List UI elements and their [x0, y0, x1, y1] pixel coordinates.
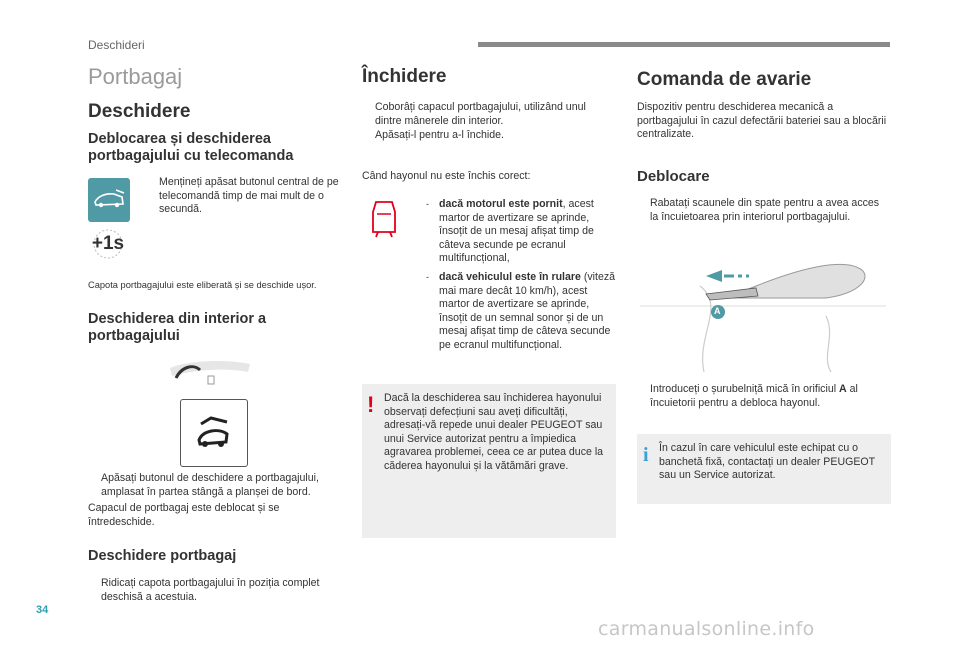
heading-inchidere: Închidere	[362, 66, 447, 87]
page-number: 34	[36, 604, 49, 616]
heading-remote-unlock: Deblocarea și deschiderea portbagajului cu telecomanda	[88, 131, 294, 164]
car-trunk-icon	[88, 178, 130, 222]
interior-instruction: Apăsați butonul de deschidere a portbagajului, amplasat în partea stângă a planșei de bord.	[88, 472, 343, 499]
heading-interior-open: Deschiderea din interior a portbagajului	[88, 311, 267, 344]
callout-a: A	[714, 306, 721, 316]
remote-note: Capota portbagajului este eliberată și se deschide ușor.	[88, 280, 317, 290]
bullet-icon	[88, 472, 101, 499]
info-box	[637, 434, 891, 504]
warning-condition-2: - dacă vehiculul este în rulare (viteză mai mare decât 10 km/h), acest martor de avertizare se aprinde, însoțit de un semnal sonor și de un mesaj afișat timp de câteva secunde pe ecranul multifuncțional.	[426, 271, 616, 351]
heading-emergency-control: Comanda de avarie	[637, 69, 812, 90]
heading-deschidere: Deschidere	[88, 101, 191, 122]
bullet-icon	[362, 129, 375, 143]
trunk-instruction: Ridicați capota portbagajului în poziția complet deschisă a acestuia.	[88, 577, 343, 604]
interior-note: Capacul de portbagaj este deblocat și se întredeschide.	[88, 502, 280, 528]
screwdriver-instruction: Introduceți o șurubelniță mică în orificiul A al încuietorii pentru a debloca hayonul.	[637, 383, 887, 410]
trunk-open-icon	[181, 400, 247, 466]
section-header: Deschideri	[88, 38, 145, 52]
bullet-icon	[362, 101, 375, 128]
heading-trunk-open: Deschidere portbagaj	[88, 548, 237, 564]
close-step-2: Apăsați-l pentru a-l închide.	[362, 129, 607, 143]
page-title: Portbagaj	[88, 64, 183, 89]
emergency-lock-illustration	[636, 256, 890, 374]
close-step-1: Coborâți capacul portbagajului, utilizând unul dintre mânerele din interior.	[362, 101, 607, 128]
dashboard-illustration	[168, 356, 253, 392]
trunk-release-button[interactable]	[180, 399, 248, 467]
bullet-icon	[146, 176, 159, 217]
not-closed-text: Când hayonul nu este închis corect:	[362, 170, 531, 182]
warning-condition-1: - dacă motorul este pornit, acest martor de avertizare se aprinde, însoțit de un mesaj afișat timp de câteva secunde pe ecranul multifuncțional,	[426, 198, 594, 265]
header-divider	[478, 42, 890, 47]
info-icon: i	[643, 444, 649, 466]
bullet-icon	[637, 383, 650, 410]
bullet-icon	[88, 577, 101, 604]
unlock-instruction: Rabatați scaunele din spate pentru a avea acces la încuietoarea prin interiorul portbagajului.	[637, 197, 887, 224]
remote-key-illustration	[88, 178, 130, 222]
warning-text: Dacă la deschiderea sau închiderea hayonului observați defecțiuni sau aveți dificultăți, adresați-vă repede unui dealer PEUGEOT sau unui Service autorizat pentru a împiedica agravarea problemei, ceea ce ar putea duce la căderea hayonului și la vătămări grave.	[384, 392, 604, 472]
warning-box	[362, 384, 616, 538]
hold-one-second-badge: +1s	[88, 229, 128, 259]
info-text: În cazul în care vehiculul este echipat cu o banchetă fixă, contactați un dealer PEUGEOT sau un Service autorizat.	[659, 442, 875, 482]
open-trunk-warning-lamp-icon	[368, 198, 400, 238]
bullet-icon	[637, 197, 650, 224]
exclamation-icon: !	[367, 392, 375, 417]
emergency-intro: Dispozitiv pentru deschiderea mecanică a portbagajului în cazul defectării bateriei sau a blocării centralizate.	[637, 101, 887, 141]
watermark: carmanualsonline.info	[598, 618, 815, 640]
remote-instruction: Mențineți apăsat butonul central de pe telecomandă timp de mai mult de o secundă.	[146, 176, 341, 217]
heading-deblocare: Deblocare	[637, 168, 710, 185]
